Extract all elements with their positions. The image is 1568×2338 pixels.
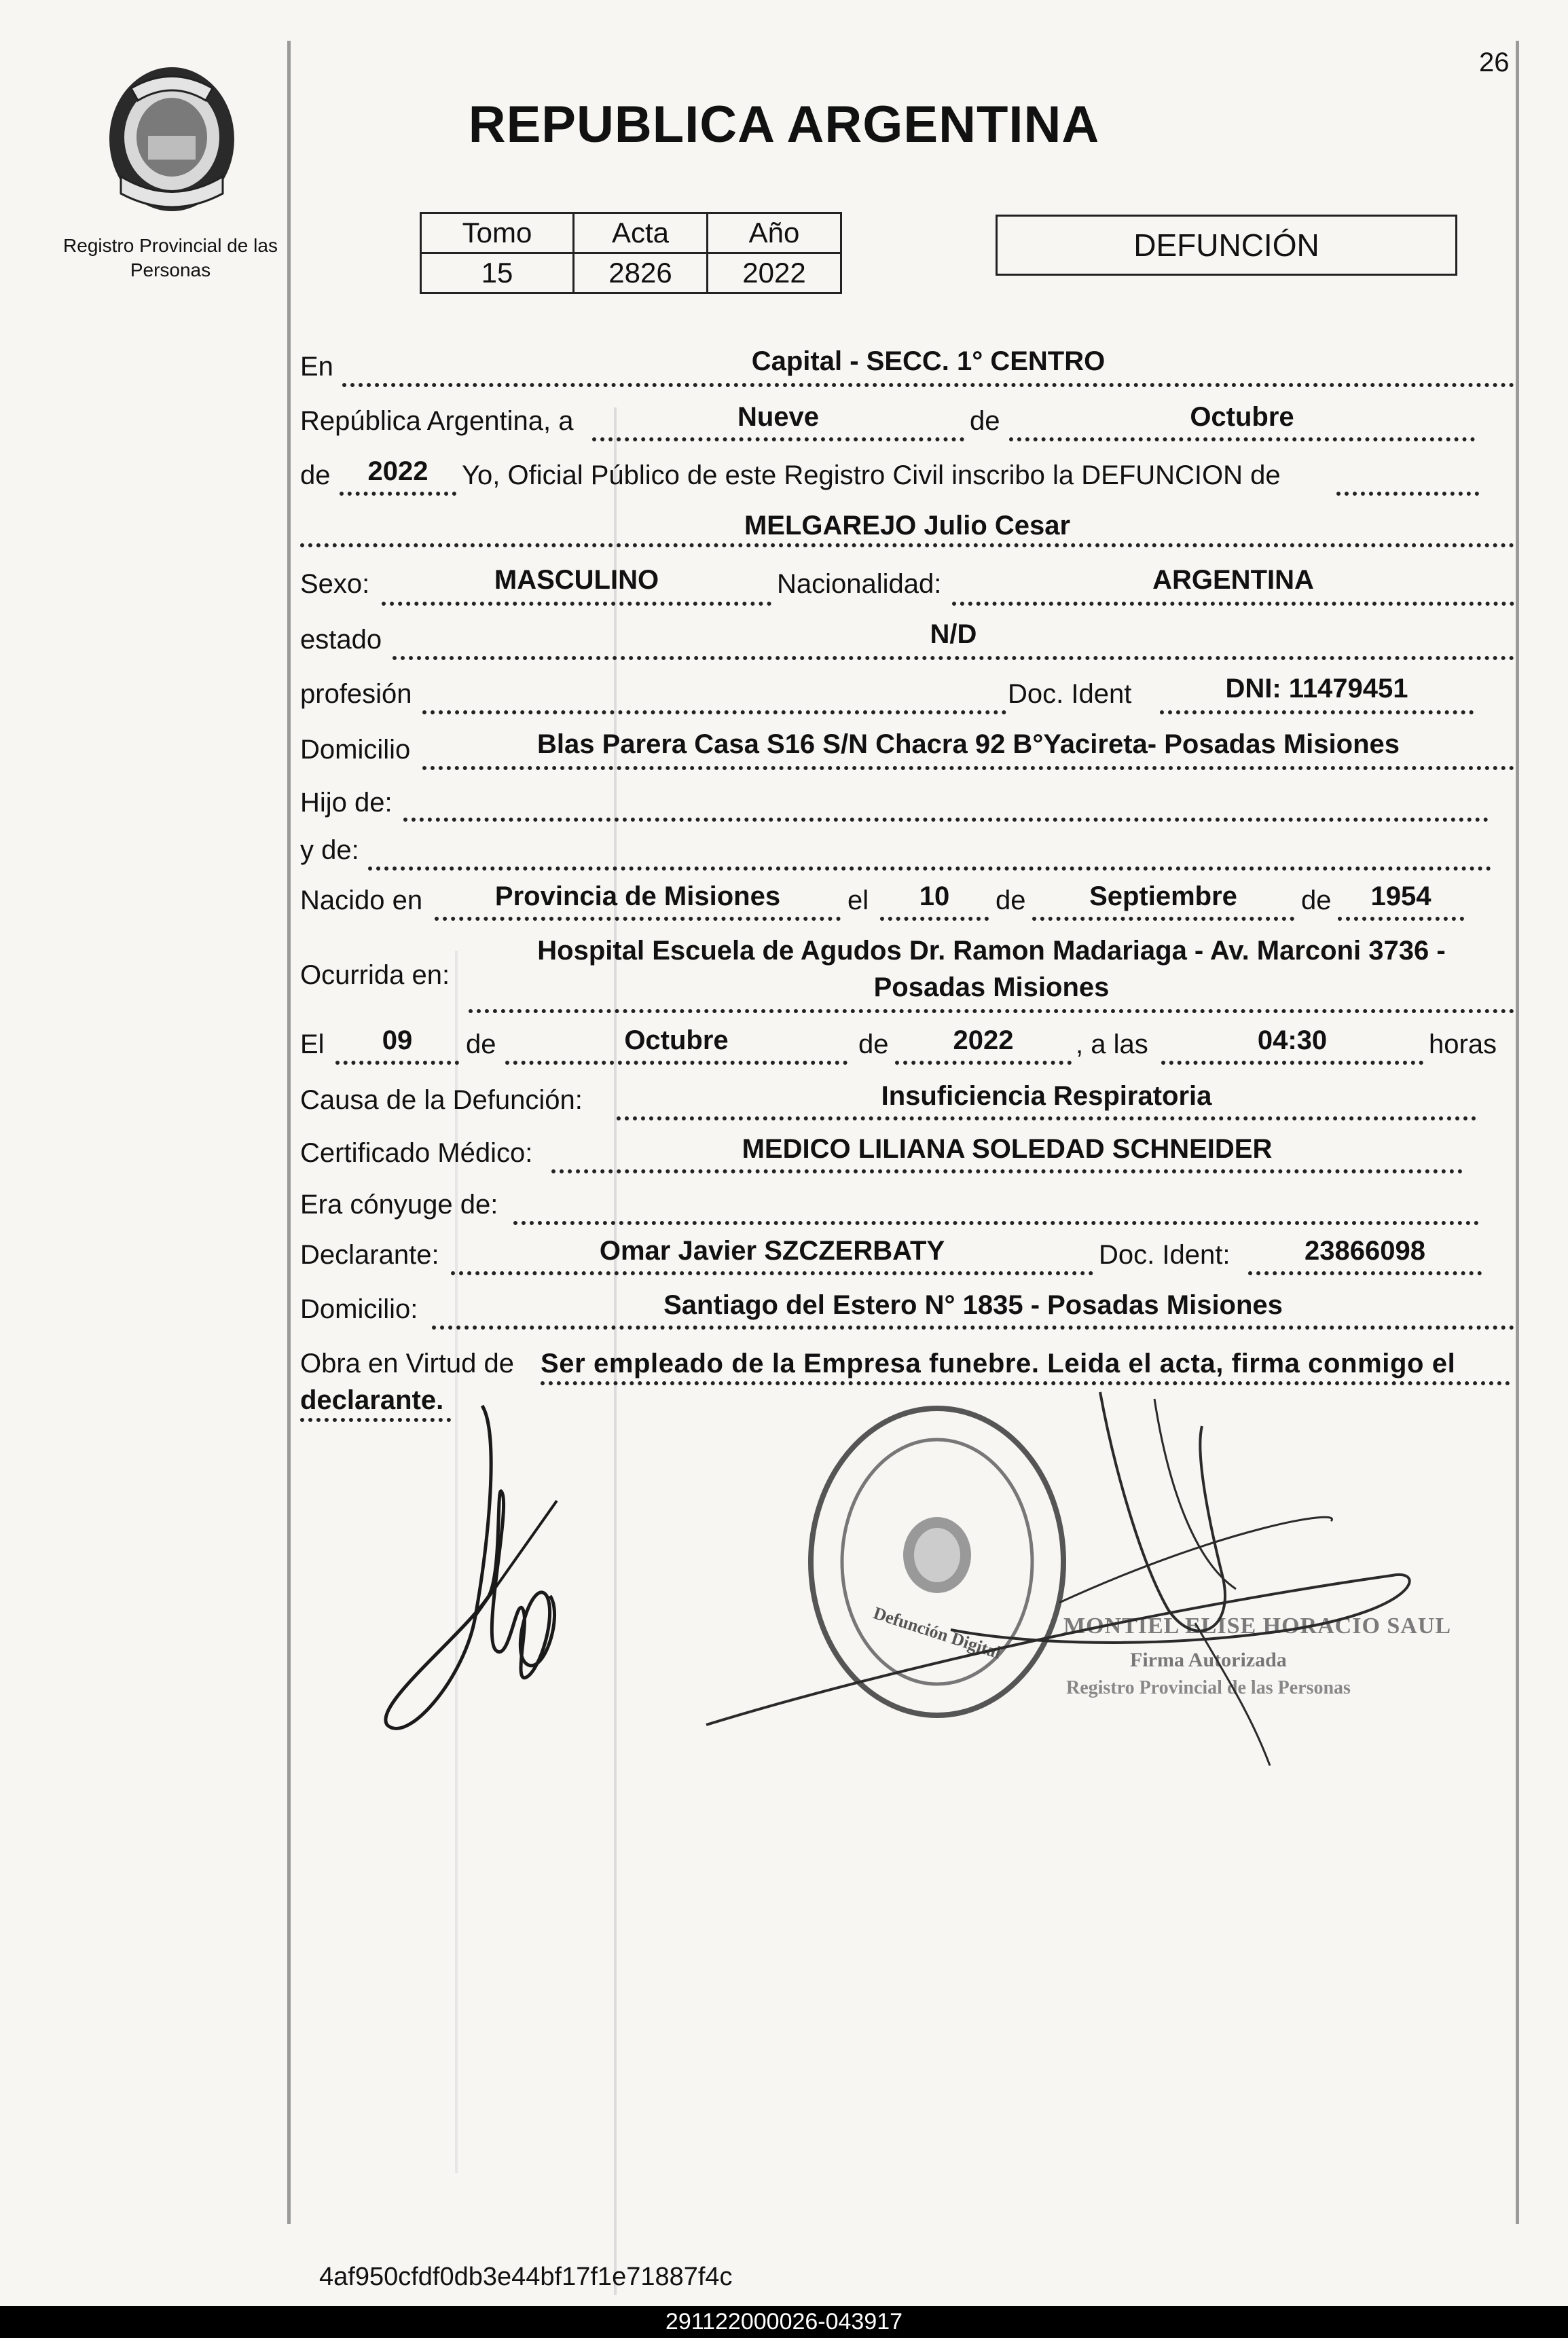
label-de-4: de xyxy=(1301,885,1332,915)
stamp-office: Registro Provincial de las Personas xyxy=(1066,1677,1351,1698)
label-el-lower: el xyxy=(847,885,869,915)
label-hijo-de: Hijo de: xyxy=(300,788,393,818)
stamp-role: Firma Autorizada xyxy=(1130,1649,1287,1671)
dots-def-hora xyxy=(1161,1061,1423,1065)
field-nac-anio: 1954 xyxy=(1370,881,1432,911)
header-tomo: Tomo xyxy=(421,213,574,253)
label-de-1: de xyxy=(970,406,1000,436)
dots-nacionalidad xyxy=(952,602,1514,606)
label-doc-ident-2: Doc. Ident: xyxy=(1099,1240,1230,1270)
dots-def-dia xyxy=(335,1061,459,1065)
dots-declarante xyxy=(451,1271,1093,1275)
field-def-dia: 09 xyxy=(382,1025,413,1055)
document-title: REPUBLICA ARGENTINA xyxy=(468,96,1100,153)
dots-anio xyxy=(340,492,456,496)
page-number: 26 xyxy=(1479,48,1510,77)
dots-profesion xyxy=(422,710,1006,714)
field-estado: N/D xyxy=(930,619,977,649)
label-en: En xyxy=(300,352,333,382)
label-profesion: profesión xyxy=(300,679,412,709)
field-nacido-en: Provincia de Misiones xyxy=(494,881,781,911)
dots-domicilio-2 xyxy=(432,1326,1514,1330)
dots-declarante-doc xyxy=(1248,1271,1482,1275)
field-declarante-doc: 23866098 xyxy=(1305,1236,1425,1266)
dots-domicilio xyxy=(422,766,1514,770)
doc-type: DEFUNCIÓN xyxy=(1133,227,1319,263)
field-sexo: MASCULINO xyxy=(494,565,659,595)
right-margin-line xyxy=(1516,41,1519,2224)
dots-dia xyxy=(592,437,964,441)
dots-nac-dia xyxy=(880,917,989,921)
dots-def-anio xyxy=(895,1061,1072,1065)
label-de-6: de xyxy=(858,1029,889,1059)
official-signature xyxy=(679,1385,1440,1779)
field-obra-2: declarante. xyxy=(300,1385,444,1415)
field-ocurrida-2: Posadas Misiones xyxy=(873,972,1110,1002)
label-certificado: Certificado Médico: xyxy=(300,1138,533,1168)
left-margin-line xyxy=(287,41,291,2224)
field-lugar: Capital - SECC. 1° CENTRO xyxy=(751,346,1106,376)
label-obra: Obra en Virtud de xyxy=(300,1349,515,1378)
label-nacionalidad: Nacionalidad: xyxy=(777,569,942,599)
label-sexo: Sexo: xyxy=(300,569,370,599)
field-nombre: MELGAREJO Julio Cesar xyxy=(744,511,1071,541)
field-mes: Octubre xyxy=(1190,402,1294,432)
field-domicilio: Blas Parera Casa S16 S/N Chacra 92 B°Yacireta- Posadas Misiones xyxy=(537,729,1400,759)
field-causa: Insuficiencia Respiratoria xyxy=(881,1081,1212,1111)
field-def-anio: 2022 xyxy=(953,1025,1014,1055)
field-ocurrida-1: Hospital Escuela de Agudos Dr. Ramon Madariaga - Av. Marconi 3736 - xyxy=(537,936,1446,966)
field-def-hora: 04:30 xyxy=(1257,1025,1328,1055)
doc-type-box xyxy=(996,215,1457,276)
label-declarante: Declarante: xyxy=(300,1240,439,1270)
field-def-mes: Octubre xyxy=(624,1025,729,1055)
dots-nacido-en xyxy=(435,917,841,921)
footer-code: 291122000026-043917 xyxy=(0,2306,1568,2338)
field-doc-ident: DNI: 11479451 xyxy=(1225,674,1408,704)
dots-causa xyxy=(617,1116,1476,1120)
field-nac-dia: 10 xyxy=(919,881,950,911)
field-declarante-domicilio: Santiago del Estero N° 1835 - Posadas Misiones xyxy=(663,1290,1283,1320)
field-certificado: MEDICO LILIANA SOLEDAD SCHNEIDER xyxy=(742,1134,1273,1164)
dots-doc-ident xyxy=(1160,710,1474,714)
dots-hijo-de xyxy=(403,818,1489,822)
dots-ocurrida xyxy=(469,1009,1514,1013)
logo-caption: Registro Provincial de las Personas xyxy=(63,235,278,280)
value-anio: 2022 xyxy=(708,253,841,293)
label-de-5: de xyxy=(466,1029,496,1059)
label-domicilio: Domicilio xyxy=(300,735,411,765)
label-doc-ident: Doc. Ident xyxy=(1008,679,1132,709)
label-yo-oficial: Yo, Oficial Público de este Registro Civil inscribo la DEFUNCION de xyxy=(462,460,1281,490)
value-tomo: 15 xyxy=(421,253,574,293)
label-y-de: y de: xyxy=(300,835,359,865)
label-causa: Causa de la Defunción: xyxy=(300,1085,583,1115)
field-nacionalidad: ARGENTINA xyxy=(1152,565,1314,595)
dots-estado xyxy=(393,656,1514,660)
dots-conyuge xyxy=(513,1221,1479,1225)
dots-yo xyxy=(1336,492,1479,496)
label-el: El xyxy=(300,1029,325,1059)
declarant-signature xyxy=(380,1392,584,1786)
label-ocurrida-en: Ocurrida en: xyxy=(300,960,450,990)
stamp-officer: MONTIEL ELISE HORACIO SAUL xyxy=(1063,1613,1452,1639)
stamp-inner-text: Defunción Digital xyxy=(871,1603,1004,1663)
label-de-3: de xyxy=(996,885,1026,915)
field-dia-letras: Nueve xyxy=(737,402,820,432)
dots-mes xyxy=(1009,437,1475,441)
field-obra-1: Ser empleado de la Empresa funebre. Leida el acta, firma conmigo el xyxy=(541,1349,1456,1378)
document-hash: 4af950cfdf0db3e44bf17f1e71887f4c xyxy=(319,2263,733,2291)
dots-certificado xyxy=(551,1169,1463,1173)
dots-en xyxy=(342,383,1514,387)
value-acta: 2826 xyxy=(574,253,708,293)
dots-def-mes xyxy=(505,1061,847,1065)
label-a-las: , a las xyxy=(1076,1029,1148,1059)
field-nac-mes: Septiembre xyxy=(1089,881,1237,911)
reference-table xyxy=(420,212,842,294)
label-horas: horas xyxy=(1429,1029,1497,1059)
label-republica: República Argentina, a xyxy=(300,406,574,436)
field-anio: 2022 xyxy=(367,456,429,486)
label-conyuge: Era cónyuge de: xyxy=(300,1190,498,1220)
field-declarante: Omar Javier SZCZERBATY xyxy=(599,1236,945,1266)
label-domicilio-2: Domicilio: xyxy=(300,1294,418,1324)
label-estado: estado xyxy=(300,625,382,655)
header-anio: Año xyxy=(708,213,841,253)
dots-nac-mes xyxy=(1032,917,1294,921)
dots-nombre xyxy=(300,543,1514,547)
dots-nac-anio xyxy=(1338,917,1464,921)
dots-y-de xyxy=(368,866,1491,871)
label-nacido-en: Nacido en xyxy=(300,885,423,915)
header-acta: Acta xyxy=(574,213,708,253)
label-de-2: de xyxy=(300,460,331,490)
dots-sexo xyxy=(382,602,771,606)
